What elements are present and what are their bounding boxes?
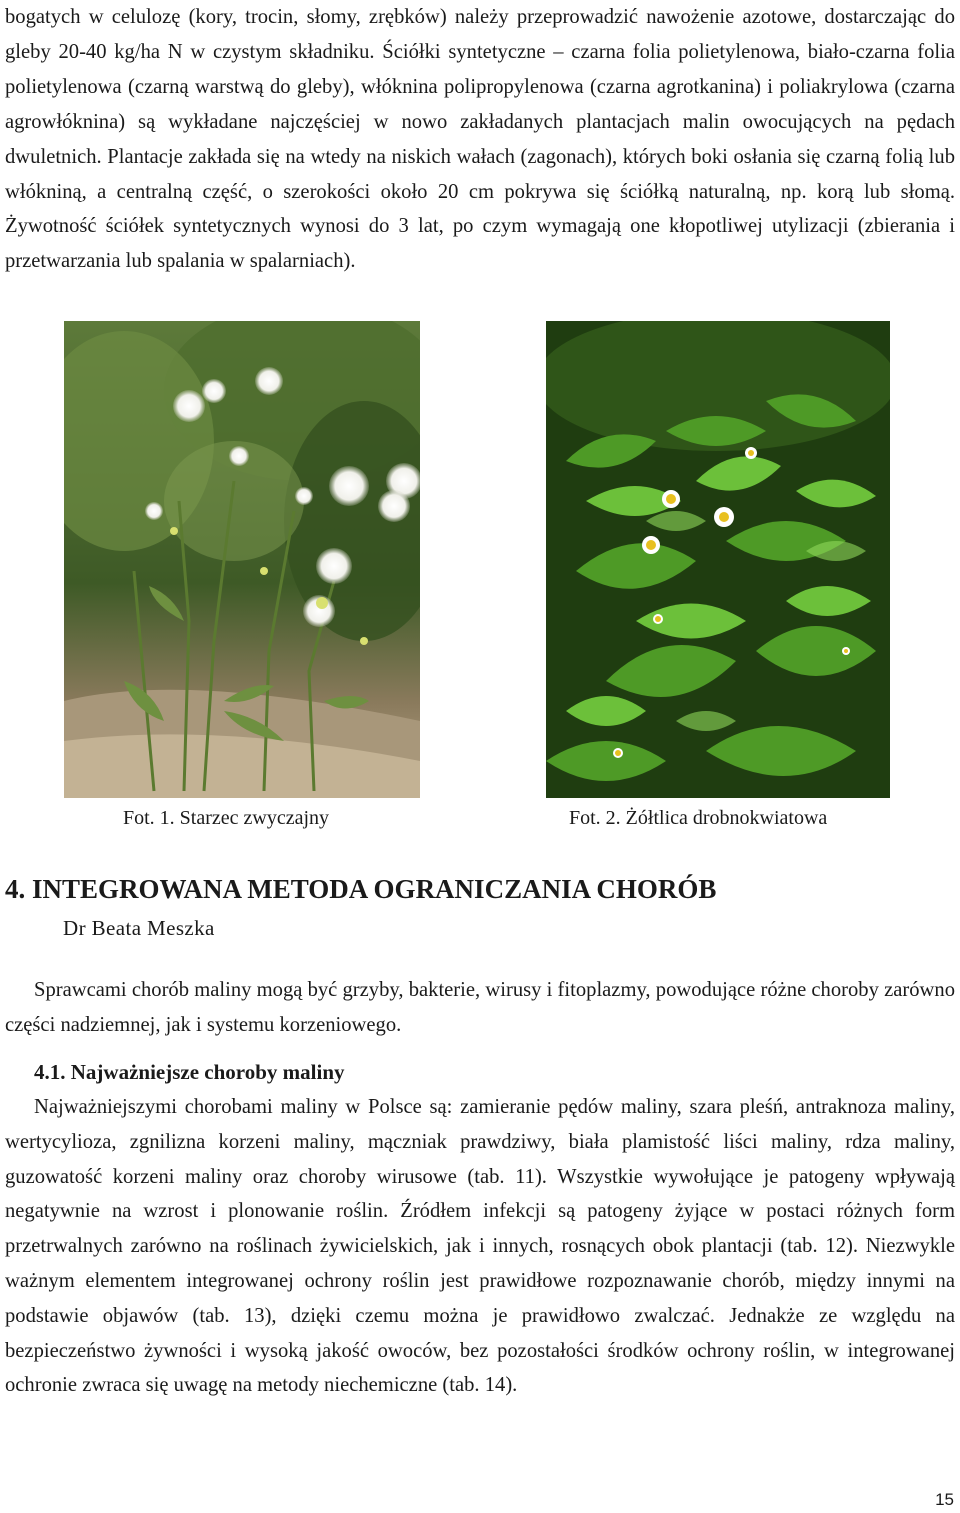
groundsel-image [64,321,420,798]
page-number: 15 [935,1490,954,1509]
photo-groundsel [64,321,420,798]
subsection-heading: 4.1. Najważniejsze choroby maliny [34,1060,345,1084]
section-heading: 4. INTEGROWANA METODA OGRANICZANIA CHORÓB [5,874,717,904]
paragraph-mulch: bogatych w celulozę (kory, trocin, słomy, zrębków) należy przeprowadzić nawożenie azotowe, dostarczając do gleby 20-40 kg/ha N w czystym składniku. Ściółki syntetyczne – czarna folia polietylenowa, biało-czarna folia polietylenowa (czarną warstwą do gleby), włóknina polipropylenowa (czarna agrotkanina) i poliakrylowa (czarna agrowłóknina) są wykładane najczęściej w nowo zakładanych plantacjach malin owocujących na pędach dwuletnich. Plantacje zakłada się na wtedy na niskich wałach (zagonach), których boki osłania się czarną folią lub włókniną, a centralną część, o szerokości około 20 cm pokrywa się ściółką naturalną, np. korą lub słomą. Żywotność ściółek syntetycznych wynosi do 3 lat, po czym wymagają one kłopotliwej utylizacji (zbierania i przetwarzania lub spalania w spalarniach). [5,6,955,273]
photo-2-caption: Fot. 2. Żółtlica drobnokwiatowa [569,807,828,829]
photo-1-caption: Fot. 1. Starzec zwyczajny [123,807,330,829]
photo-galinsoga [546,321,890,798]
author-name: Dr Beata Meszka [63,916,215,940]
galinsoga-image [546,321,890,798]
paragraph-intro: Sprawcami chorób maliny mogą być grzyby, bakterie, wirusy i fitoplazmy, powodujące różne choroby zarówno części nadziemnej, jak i systemu korzeniowego. [5,979,955,1036]
paragraph-diseases: Najważniejszymi chorobami maliny w Polsce są: zamieranie pędów maliny, szara pleśń, antraknoza maliny, wertycylioza, zgnilizna korzeni maliny, mączniak prawdziwy, biała plamistość liści maliny, rdza maliny, guzowatość korzeni maliny oraz choroby wirusowe (tab. 11). Wszystkie wywołujące je patogeny wpływają negatywnie na wzrost i plonowanie roślin. Źródłem infekcji są patogeny żyjące w postaci różnych form przetrwalnych zarówno na roślinach żywicielskich, jak i innych, rosnących obok plantacji (tab. 12). Niezwykle ważnym elementem integrowanej ochrony roślin jest prawidłowe rozpoznawanie chorób, między innymi na podstawie objawów (tab. 13), dzięki czemu można je prawidłowo zwalczać. Jednakże ze względu na bezpieczeństwo żywności i wysoką jakość owoców, bez pozostałości środków ochrony roślin, w integrowanej ochronie zwraca się uwagę na metody niechemiczne (tab. 14). [5,1096,955,1397]
